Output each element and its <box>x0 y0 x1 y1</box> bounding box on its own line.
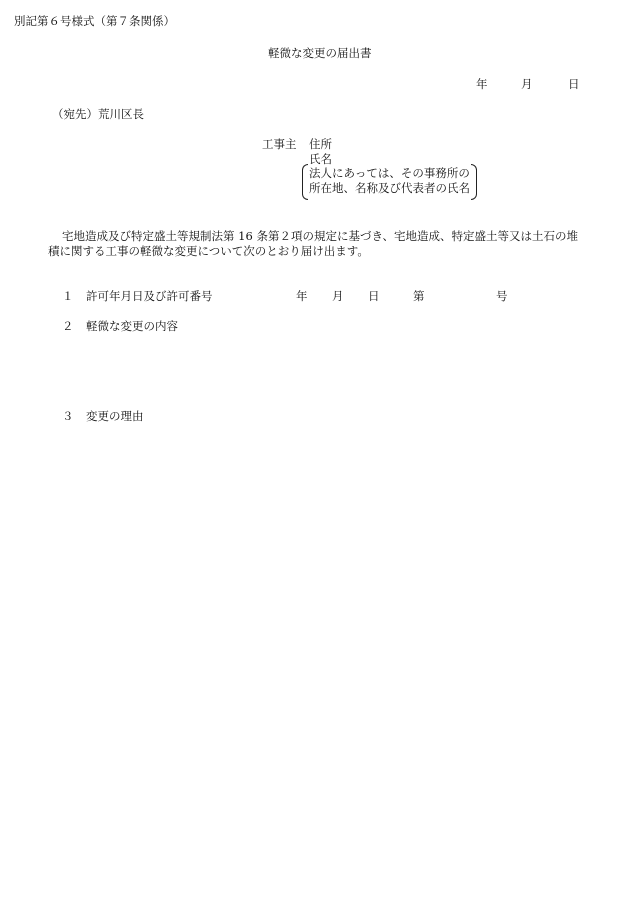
item-label: 変更の理由 <box>86 409 144 423</box>
document-title: 軽微な変更の届出書 <box>268 46 372 60</box>
body-line: 宅地造成及び特定盛土等規制法第 16 条第２項の規定に基づき、宅地造成、特定盛土等又は土石の堆 <box>62 229 578 243</box>
note-bracket-left <box>302 164 308 200</box>
date-day-label: 日 <box>568 77 580 91</box>
item-label: 軽微な変更の内容 <box>86 319 178 333</box>
corporate-note-line: 所在地、名称及び代表者の氏名 <box>309 181 470 195</box>
item-label: 許可年月日及び許可番号 <box>86 289 213 303</box>
item-number: ２ <box>62 319 74 333</box>
address-label: 住所 <box>309 137 332 151</box>
date-month-label: 月 <box>521 77 533 91</box>
item-number: ３ <box>62 409 74 423</box>
permit-year-label: 年 <box>296 289 308 303</box>
permit-number-suffix: 号 <box>496 289 508 303</box>
form-number: 別記第６号様式（第７条関係） <box>14 14 175 28</box>
permit-day-label: 日 <box>368 289 380 303</box>
date-year-label: 年 <box>476 77 488 91</box>
permit-number-prefix: 第 <box>413 289 425 303</box>
addressee: （宛先）荒川区長 <box>52 107 144 121</box>
permit-month-label: 月 <box>332 289 344 303</box>
corporate-note-line: 法人にあっては、その事務所の <box>309 166 470 180</box>
name-label: 氏名 <box>309 152 332 166</box>
item-number: １ <box>62 289 74 303</box>
body-line: 積に関する工事の軽微な変更について次のとおり届け出ます。 <box>48 244 369 258</box>
applicant-label: 工事主 <box>262 137 297 151</box>
note-bracket-right <box>471 164 477 200</box>
